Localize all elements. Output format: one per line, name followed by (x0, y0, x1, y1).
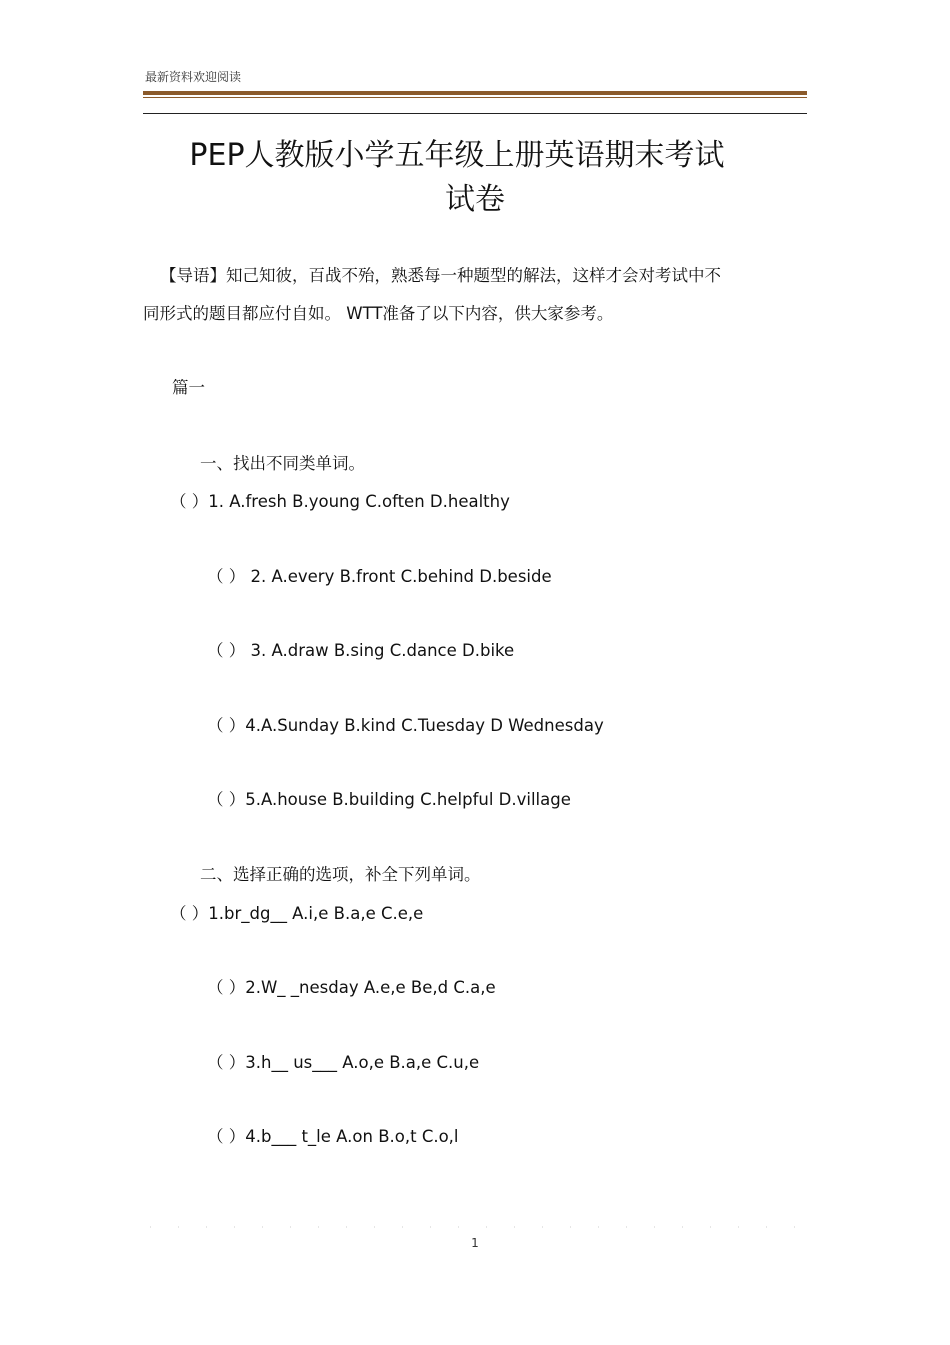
section-1-question-5: （ ）5.A.house B.building C.helpful D.village (207, 790, 571, 809)
header-rule-thick (143, 91, 807, 95)
intro-line-1: 【导语】知己知彼，百战不殆，熟悉每一种题型的解法，这样才会对考试中不 (160, 266, 721, 285)
intro-line-2: 同形式的题目都应付自如。 WTT准备了以下内容，供大家参考。 (143, 304, 614, 323)
section-1-question-3: （ ） 3. A.draw B.sing C.dance D.bike (207, 641, 515, 660)
section-2-question-3: （ ）3.h__ us___ A.o,e B.a,e C.u,e (207, 1053, 480, 1072)
section-2-question-1: （ ）1.br_dg__ A.i,e B.a,e C.e,e (170, 904, 424, 923)
section-2-question-4: （ ）4.b___ t_le A.on B.o,t C.o,l (207, 1127, 459, 1146)
running-header: 最新资料欢迎阅读 (145, 70, 242, 84)
part-heading: 篇一 (172, 378, 205, 397)
section-1-question-1: （ ）1. A.fresh B.young C.often D.healthy (170, 492, 510, 511)
section-1-question-4: （ ）4.A.Sunday B.kind C.Tuesday D Wednesday (207, 716, 604, 735)
document-title-line-2: 试卷 (445, 182, 505, 217)
page-number: 1 (471, 1236, 479, 1250)
section-2-heading: 二、选择正确的选项，补全下列单词。 (200, 865, 481, 884)
section-2-question-2: （ ）2.W_ _nesday A.e,e Be,d C.a,e (207, 978, 496, 997)
document-title-line-1: PEP人教版小学五年级上册英语期末考试 (189, 138, 725, 173)
section-1-question-2: （ ） 2. A.every B.front C.behind D.beside (207, 567, 552, 586)
footer-dotted-line (150, 1226, 800, 1228)
header-rule-black (143, 113, 807, 114)
header-rule-thin (143, 97, 807, 98)
section-1-heading: 一、找出不同类单词。 (200, 454, 365, 473)
